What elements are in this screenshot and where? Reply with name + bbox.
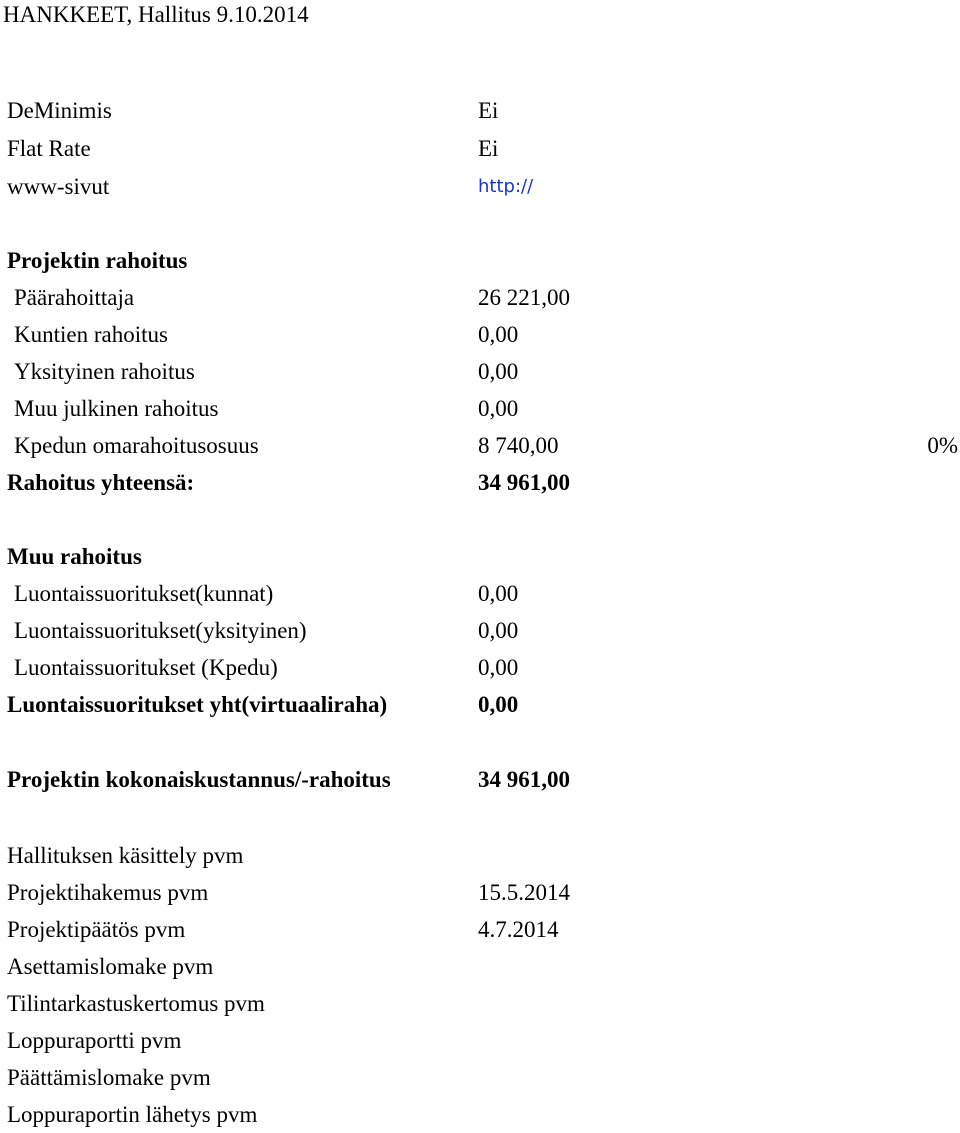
date-row: [0, 915, 960, 945]
project-total-value: 34 961,00: [478, 767, 570, 792]
other-funding-total-value: 0,00: [478, 692, 519, 717]
date-label: Projektihakemus pvm: [7, 880, 209, 905]
www-link[interactable]: http://: [478, 176, 534, 197]
funding-row: [0, 283, 960, 313]
other-funding-total-row: [0, 690, 960, 720]
date-row: [0, 878, 960, 908]
info-label: DeMinimis: [7, 98, 112, 123]
funding-row: [0, 394, 960, 424]
other-funding-heading-row: [0, 542, 960, 572]
other-funding-row: [0, 653, 960, 683]
date-label: Loppuraportti pvm: [7, 1028, 182, 1053]
page-header: [0, 0, 960, 30]
funding-percent: 0%: [927, 433, 958, 458]
funding-label: Yksityinen rahoitus: [14, 359, 195, 384]
other-funding-label: Luontaissuoritukset(kunnat): [14, 581, 274, 606]
date-label: Loppuraportin lähetys pvm: [7, 1102, 258, 1127]
other-funding-row: [0, 616, 960, 646]
date-label: Asettamislomake pvm: [7, 954, 214, 979]
section-heading: Muu rahoitus: [7, 544, 142, 569]
other-funding-value: 0,00: [478, 581, 519, 606]
section-heading: Projektin rahoitus: [7, 248, 188, 273]
funding-total-row: [0, 468, 960, 498]
page-title: HANKKEET, Hallitus 9.10.2014: [3, 2, 309, 27]
date-row: [0, 1100, 960, 1130]
date-row: [0, 841, 960, 871]
funding-label: Kpedun omarahoitusosuus: [14, 433, 259, 458]
date-value: 15.5.2014: [478, 880, 570, 905]
date-value: 4.7.2014: [478, 917, 559, 942]
info-row-flat-rate: [0, 134, 960, 164]
other-funding-total-label: Luontaissuoritukset yht(virtuaaliraha): [7, 692, 388, 717]
other-funding-value: 0,00: [478, 655, 519, 680]
funding-value: 0,00: [478, 396, 519, 421]
funding-row: [0, 320, 960, 350]
project-total-label: Projektin kokonaiskustannus/-rahoitus: [7, 767, 391, 792]
funding-value: 0,00: [478, 359, 519, 384]
date-row: [0, 1063, 960, 1093]
info-row-deminimis: [0, 96, 960, 126]
info-label: Flat Rate: [7, 136, 91, 161]
other-funding-row: [0, 579, 960, 609]
other-funding-label: Luontaissuoritukset (Kpedu): [14, 655, 278, 680]
info-value: Ei: [478, 136, 499, 161]
funding-value: 8 740,00: [478, 433, 559, 458]
funding-row: [0, 357, 960, 387]
date-row: [0, 989, 960, 1019]
date-label: Hallituksen käsittely pvm: [7, 843, 244, 868]
info-value: Ei: [478, 98, 499, 123]
info-row-www: [0, 172, 960, 202]
date-label: Projektipäätös pvm: [7, 917, 186, 942]
funding-value: 26 221,00: [478, 285, 570, 310]
funding-value: 0,00: [478, 322, 519, 347]
date-row: [0, 1026, 960, 1056]
funding-label: Kuntien rahoitus: [14, 322, 168, 347]
funding-row: [0, 431, 960, 461]
date-label: Päättämislomake pvm: [7, 1065, 211, 1090]
funding-label: Päärahoittaja: [14, 285, 135, 310]
info-label: www-sivut: [7, 174, 110, 199]
funding-heading-row: [0, 246, 960, 276]
other-funding-label: Luontaissuoritukset(yksityinen): [14, 618, 307, 643]
funding-total-label: Rahoitus yhteensä:: [7, 470, 195, 495]
funding-total-value: 34 961,00: [478, 470, 570, 495]
date-label: Tilintarkastuskertomus pvm: [7, 991, 265, 1016]
date-row: [0, 952, 960, 982]
funding-label: Muu julkinen rahoitus: [14, 396, 219, 421]
other-funding-value: 0,00: [478, 618, 519, 643]
project-total-row: [0, 765, 960, 795]
